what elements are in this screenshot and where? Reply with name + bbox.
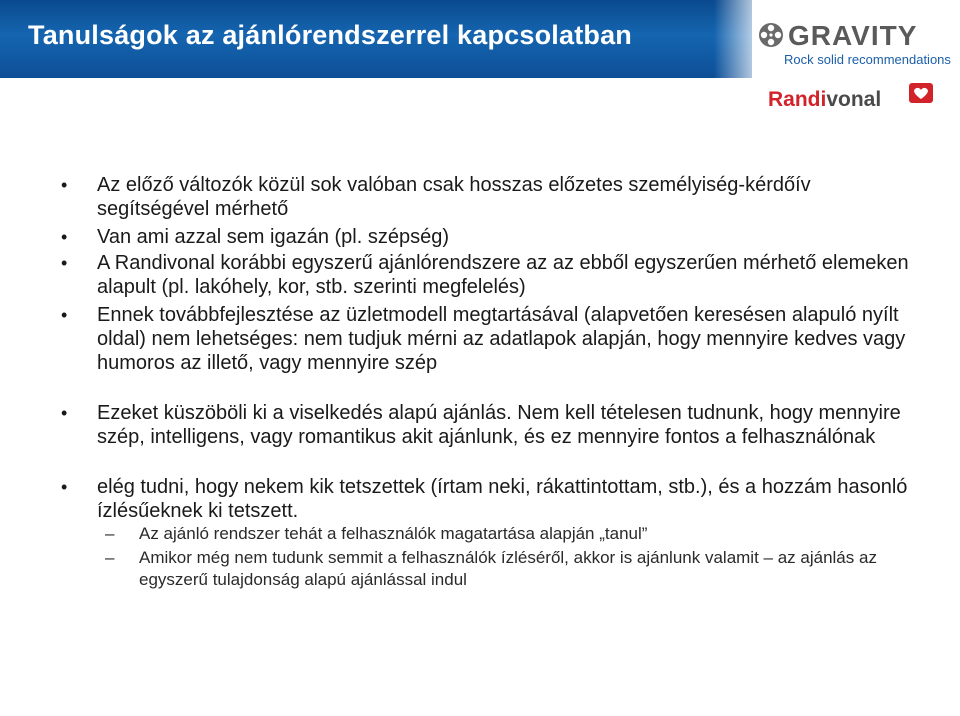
sub-bullet-1: – Az ajánló rendszer tehát a felhasználók magatartása alapján „tanul” bbox=[139, 523, 899, 545]
gravity-tagline: Rock solid recommendations bbox=[784, 52, 951, 67]
randivonal-part1: Randi bbox=[768, 88, 827, 111]
bullet-5: • Ezeket küszöböli ki a viselkedés alapú ajánlás. Nem kell tételesen tudnunk, hogy mennyire szép, intelligens, vagy romantikus akit ajánlunk, és ez mennyire fontos a felhasználónak bbox=[97, 401, 917, 449]
gravity-wordmark: GRAVITY bbox=[788, 20, 918, 51]
randivonal-part2: vonal bbox=[826, 88, 882, 111]
bullet-2: • Van ami azzal sem igazán (pl. szépség) bbox=[97, 225, 917, 249]
bullet-3: • A Randivonal korábbi egyszerű ajánlórendszere az az ebből egyszerűen mérhető elemeken alapult (pl. lakóhely, kor, stb. szerinti megfelelés) bbox=[97, 251, 917, 299]
bullet-1: • Az előző változók közül sok valóban csak hosszas előzetes személyiség-kérdőív segítségével mérhető bbox=[97, 173, 917, 221]
bullet-4: • Ennek továbbfejlesztése az üzletmodell megtartásával (alapvetően keresésen alapuló nyílt oldal) nem lehetséges: nem tudjuk mérni az adatlapok alapján, hogy mennyire kedves vagy humoros az illető, vagy mennyire szép bbox=[97, 303, 917, 375]
bullet-6: • elég tudni, hogy nekem kik tetszettek (írtam neki, rákattintottam, stb.), és a hozzám hasonló ízlésűeknek ki tetszett. bbox=[97, 475, 917, 523]
slide-title: Tanulságok az ajánlórendszerrel kapcsolatban bbox=[28, 20, 632, 50]
sub-bullet-2: – Amikor még nem tudunk semmit a felhasználók ízléséről, akkor is ajánlunk valamit – az ajánlás az egyszerű tulajdonság alapú ajánlással indul bbox=[139, 547, 899, 591]
